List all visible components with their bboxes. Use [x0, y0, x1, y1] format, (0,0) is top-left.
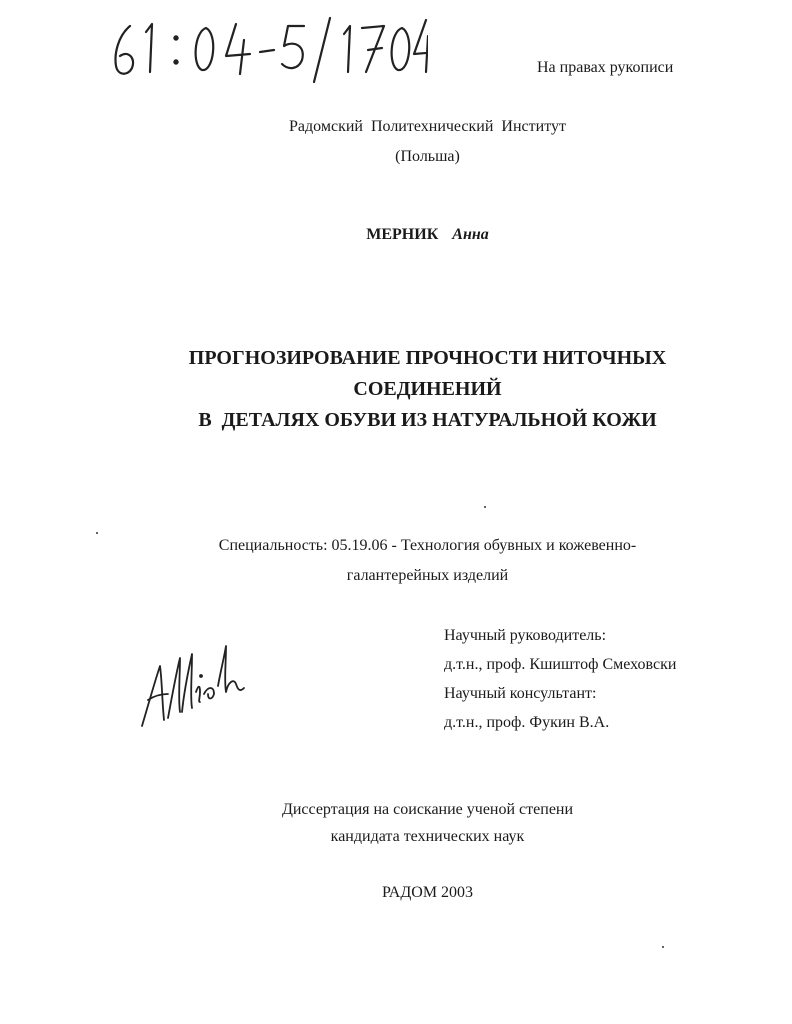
- supervisor-name: д.т.н., проф. Кшиштоф Смеховски: [444, 656, 677, 673]
- institution-name: Радомский Политехнический Институт: [289, 118, 566, 135]
- advisors-block: [444, 621, 676, 737]
- handwritten-archive-code: [108, 10, 428, 88]
- title-line-2: СОЕДИНЕНИЙ: [353, 378, 502, 400]
- dissertation-degree: [60, 796, 792, 850]
- rights-notice: На правах рукописи: [537, 59, 674, 76]
- title-line-1: ПРОГНОЗИРОВАНИЕ ПРОЧНОСТИ НИТОЧНЫХ: [188, 347, 667, 369]
- specialty: [60, 531, 792, 591]
- author-signature: [138, 636, 250, 732]
- dissertation-title: [60, 343, 792, 436]
- author-first-name: Анна: [452, 226, 489, 243]
- degree-line-1: Диссертация на соискание ученой степени: [281, 801, 574, 818]
- title-line-3: В ДЕТАЛЯХ ОБУВИ ИЗ НАТУРАЛЬНОЙ КОЖИ: [198, 409, 657, 431]
- city-year: РАДОМ 2003: [381, 884, 474, 901]
- degree-line-2: кандидата технических наук: [330, 828, 525, 845]
- author-name: [60, 226, 792, 244]
- scan-speck: [484, 506, 486, 508]
- consultant-label: Научный консультант:: [444, 685, 597, 702]
- specialty-line-2: галантерейных изделий: [346, 567, 509, 584]
- country: (Польша): [395, 148, 460, 165]
- specialty-line-1: Специальность: 05.19.06 - Технология обувных и кожевенно-: [218, 537, 637, 554]
- supervisor-label: Научный руководитель:: [444, 627, 607, 644]
- scan-speck: [662, 946, 664, 948]
- consultant-name: д.т.н., проф. Фукин В.А.: [444, 714, 610, 731]
- author-surname: МЕРНИК: [366, 226, 439, 243]
